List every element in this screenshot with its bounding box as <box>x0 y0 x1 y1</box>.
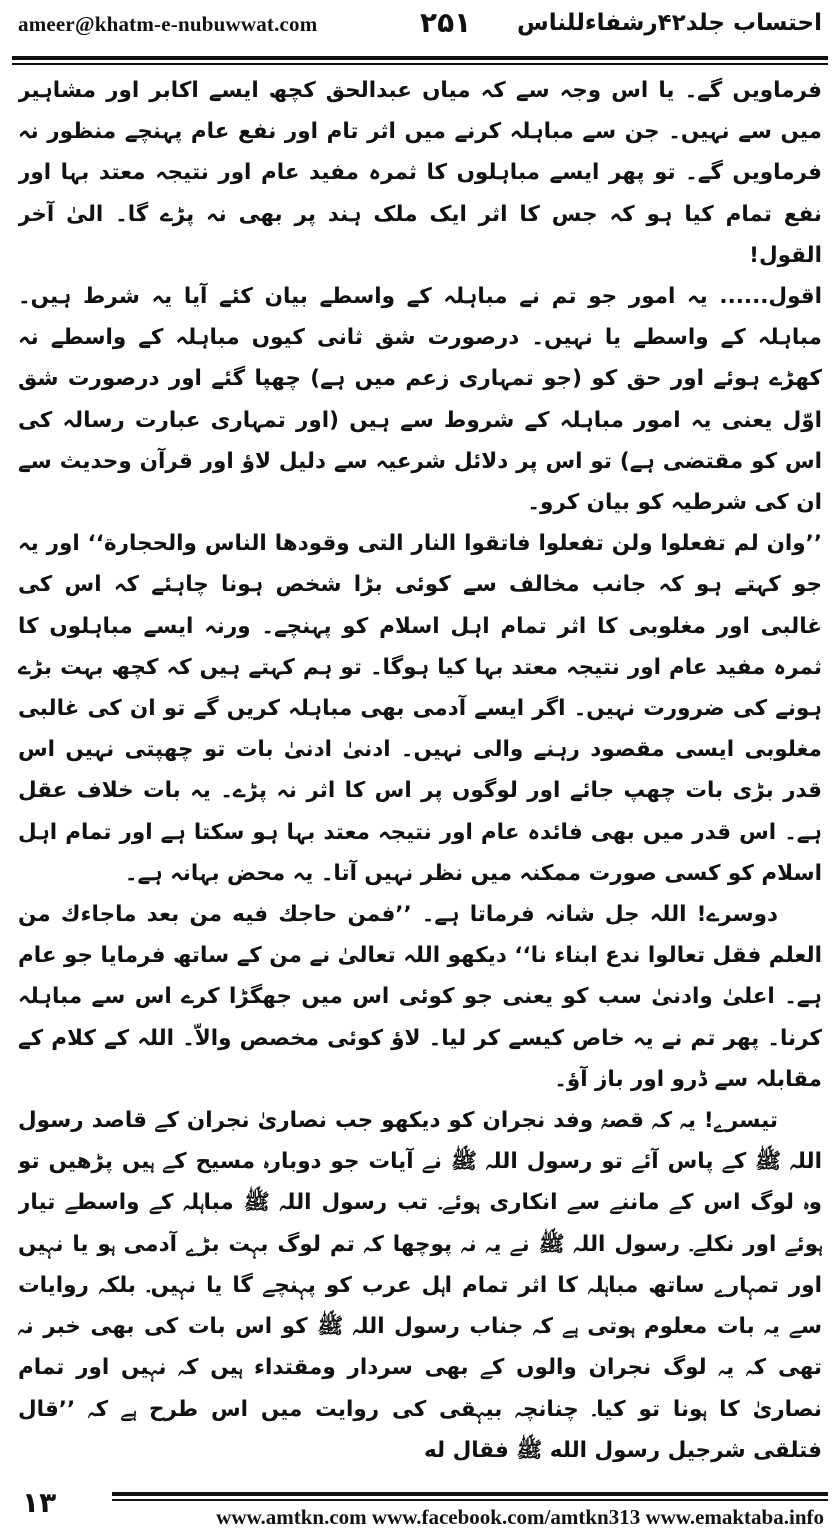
header-book-title: احتساب جلد۴۲رشفاءللناس <box>517 10 822 36</box>
page-footer <box>12 1488 828 1536</box>
paragraph-3: ’’وان لم تفعلوا ولن تفعلوا فاتقوا النار التی وقودها الناس والحجارة‘‘ اور یہ جو کہتے ہو کہ جانب مخالف سے کوئی بڑا شخص ہونا چاہئے کہ اس کی غالبی اور مغلوبی کا اثر تمام اہل اسلام کو پہنچے۔ ورنہ ایسے مباہلوں کا ثمرہ مفید عام اور نتیجہ معتد بہا کیا ہوگا۔ تو ہم کہتے ہیں کہ کچھ بہت بڑے ہونے کی ضرورت نہیں۔ اگر ایسے آدمی بھی مباہلہ کریں گے تو ان کی غالبی مغلوبی ایسی مقصود رہنے والی نہیں۔ ادنیٰ ادنیٰ بات تو چھپتی نہیں اس قدر بڑی بات چھپ جائے اور لوگوں پر اس کا اثر نہ پڑے۔ یہ بات خلاف عقل ہے۔ اس قدر میں بھی فائدہ عام اور نتیجہ معتد بہا ہو سکتا ہے اور تمام اہل اسلام کو کسی صورت ممکنہ میں نظر نہیں آتا۔ یہ محض بہانہ ہے۔ <box>18 531 822 886</box>
header-rule-thick <box>12 56 828 60</box>
footer-links: www.amtkn.com www.facebook.com/amtkn313 www.emaktaba.info <box>216 1505 824 1529</box>
paragraph-5: تیسرے! یہ کہ قصۂ وفد نجران کو دیکھو جب نصاریٰ نجران کے قاصد رسول اللہ ﷺ کے پاس آئے تو رسول اللہ ﷺ نے آیات جو دوبارہ مسیح کے ہیں پڑھیں تو وہ لوگ اس کے ماننے سے انکاری ہوئے۔ تب رسول اللہ ﷺ مباہلہ کے واسطے تیار ہوئے اور نکلے۔ رسول اللہ ﷺ نے یہ نہ پوچھا کہ تم لوگ بہت بڑے آدمی ہو یا نہیں اور تمہارے ساتھ مباہلہ کا اثر تمام اہل عرب کو پہنچے گا یا نہیں۔ بلکہ روایات سے یہ بات معلوم ہوتی ہے کہ جناب رسول اللہ ﷺ کو اس بات کی بھی خبر نہ تھی کہ یہ لوگ نجران والوں کے بھی سردار ومقتداء ہیں کہ نہیں اور تمام نصاریٰ کا ہونا تو کیا۔ چنانچہ بیہقی کی روایت میں اس طرح ہے کہ ’’قال فتلقی شرجيل رسول الله ﷺ فقال له <box>18 1108 822 1463</box>
footer-rule-thick <box>112 1492 828 1496</box>
paragraph-4: دوسرے! اللہ جل شانہ فرماتا ہے۔ ’’فمن حاجك فيه من بعد ماجاءك من العلم فقل تعالوا ندع ابناء نا‘‘ دیکھو اللہ تعالیٰ نے من کے ساتھ فرمایا جو عام ہے۔ اعلیٰ وادنیٰ سب کو یعنی جو کوئی اس میں جھگڑا کرے اس سے مباہلہ کرنا۔ پھر تم نے یہ خاص کیسے کر لیا۔ لاؤ کوئی مخصص والاّ۔ اللہ کے کلام کے مقابلہ سے ڈرو اور باز آؤ۔ <box>18 902 822 1092</box>
header-rule-thin <box>12 63 828 65</box>
page-body <box>18 70 822 1480</box>
header-email: ameer@khatm-e-nubuwwat.com <box>18 12 318 36</box>
paragraph-1: فرماویں گے۔ یا اس وجہ سے کہ میاں عبدالحق کچھ ایسے اکابر اور مشاہیر میں سے نہیں۔ جن سے مباہلہ کرنے میں اثر تام اور نفع عام پہنچے منظور نہ فرماویں گے۔ تو پھر ایسے مباہلوں کا ثمرہ مفید عام اور نتیجہ معتد بہا اور نفع تمام کیا ہو کہ جس کا اثر ایک ملک ہند پر بھی نہ پڑے گا۔ الیٰ آخر القول! <box>18 78 822 268</box>
page-header <box>12 4 828 58</box>
footer-rule-thin <box>112 1499 828 1501</box>
footer-page-number: ۱۳ <box>22 1486 57 1519</box>
paragraph-2: اقول...... یہ امور جو تم نے مباہلہ کے واسطے بیان کئے آیا یہ شرط ہیں۔ مباہلہ کے واسطے یا نہیں۔ درصورت شق ثانی کیوں مباہلہ کے واسطے نہ کھڑے ہوئے اور حق کو (جو تمہاری زعم میں ہے) چھپا گئے اور درصورت شق اوّل یعنی یہ امور مباہلہ کے شروط سے ہیں (اور تمہاری عبارت رسالہ کی اس کو مقتضی ہے) تو اس پر دلائل شرعیہ سے دلیل لاؤ اور قرآن وحدیث سے ان کی شرطیہ کو بیان کرو۔ <box>18 284 822 516</box>
header-page-number: ۲۵۱ <box>420 6 472 39</box>
